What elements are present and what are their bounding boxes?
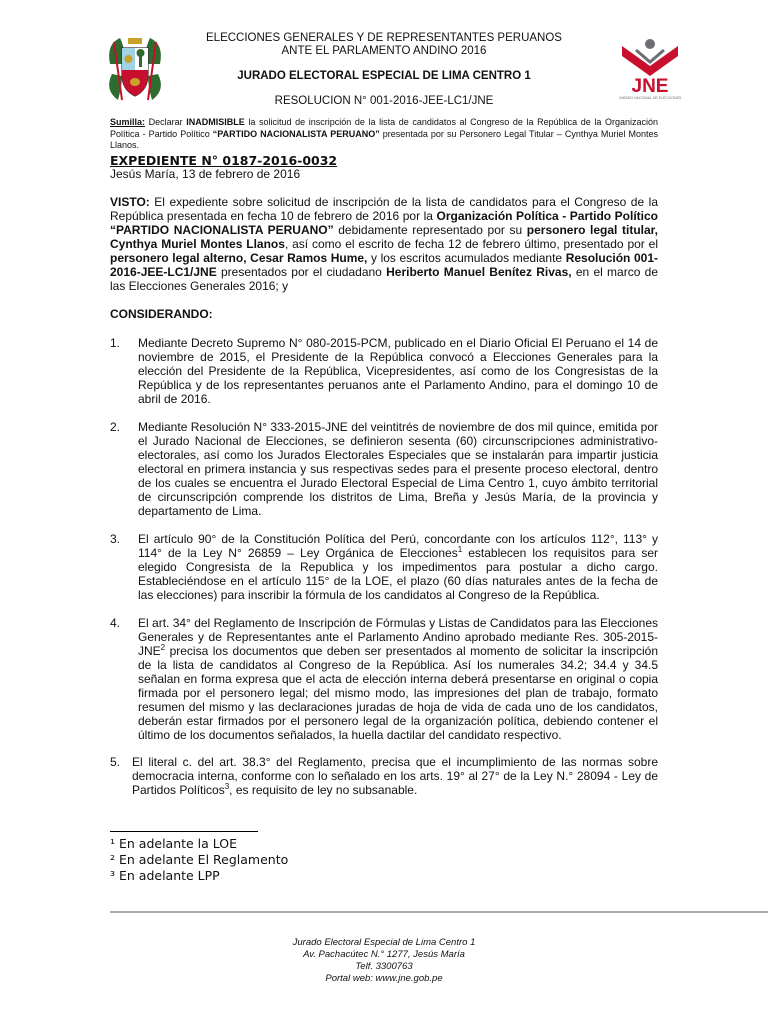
sumilla-partido: “PARTIDO NACIONALISTA PERUANO” <box>212 128 380 139</box>
item-text-part: El art. 34° del Reglamento de Inscripción de Fórmulas y Listas de Candidatos para las Elecciones Generales y de Representantes ante el Parlamento Andino aprobado mediante Res. 305-2015-JNE <box>138 616 658 658</box>
sumilla-text: Declarar <box>145 117 187 127</box>
footer-line-3: Telf. 3300763 <box>355 961 413 972</box>
footnote-ref: 2 <box>160 643 166 652</box>
visto-bold: Heriberto Manuel Benítez Rivas, <box>386 265 572 279</box>
considerando-item-5 <box>110 755 658 797</box>
jne-logo-icon <box>612 36 688 100</box>
visto-text: debidamente representado por su <box>333 223 527 237</box>
visto-text: en el marco de las Elecciones Generales 2016; y <box>110 265 658 293</box>
footnote-3: ³ En adelante LPP <box>110 868 220 883</box>
item-text-part: , es requisito de ley no subsanable. <box>229 783 418 797</box>
footer-line-4: Portal web: www.jne.gob.pe <box>325 973 443 984</box>
considerando-item-1 <box>110 336 658 406</box>
item-text: Mediante Resolución N° 333-2015-JNE del veintitrés de noviembre de dos mil quince, emitida por el Jurado Nacional de Elecciones, se definieron sesenta (60) circunscripciones administrativo-electorales, así como los Jurados Electorales Especiales que se instalarán para impartir justicia electoral en primera instancia y sus respectivas sedes para el presente proceso electoral, dentro de los cuales se encuentra el Jurado Electoral Especial de Lima Centro 1, cuyo ámbito territorial de circunscripción comprende los distritos de Lima, Breña y Jesús María, de la provincia y departamento de Lima. <box>138 420 658 518</box>
item-text <box>138 616 658 742</box>
document-header <box>0 0 768 110</box>
sumilla-paragraph <box>110 117 658 152</box>
visto-text: y los escritos acumulados mediante <box>367 251 566 265</box>
item-text <box>132 755 658 797</box>
visto-text: presentados por el ciudadano <box>216 265 387 279</box>
visto-text: , así como el escrito de fecha 12 de febrero último, presentado por el <box>284 237 658 251</box>
considerando-item-4 <box>110 616 658 742</box>
item-number: 1. <box>110 336 121 350</box>
footer-line-2: Av. Pachacútec N.° 1277, Jesús María <box>303 949 465 960</box>
item-number: 4. <box>110 616 121 630</box>
item-text-part: precisa los documentos que deben ser presentados al momento de solicitar la inscripción de la lista de candidatos al Congreso de la República. Así los numerales 34.2; 34.4 y 34.5 señalan en forma expresa que el acta de elección interna deberá presentarse en original o copia firmada por el personero legal; del mismo modo, las impresiones del plan de trabajo, formato resumen del mismo y las declaraciones juradas de hoja de vida de cada uno de los candidatos, deberán estar firmados por el personero legal de la organización política, debiendo contener el último de los documentos señalados, la huella dactilar del candidato respectivo. <box>138 644 658 742</box>
item-number: 5. <box>110 755 121 769</box>
document-date: Jesús María, 13 de febrero de 2016 <box>110 167 301 181</box>
header-line-1: ELECCIONES GENERALES Y DE REPRESENTANTES PERUANOS <box>206 32 562 44</box>
considerando-item-2 <box>110 420 658 518</box>
visto-text: El expediente sobre solicitud de inscripción de la lista de candidatos para el Congreso de la República presentada en fecha 10 de febrero de 2016 por la <box>110 195 658 223</box>
footer-divider <box>110 911 768 913</box>
visto-paragraph <box>110 195 658 293</box>
visto-bold: Resolución 001-2016-JEE-LC1/JNE <box>110 251 658 279</box>
item-number: 2. <box>110 420 121 434</box>
sumilla-inadmisible: INADMISIBLE <box>186 117 245 127</box>
footer-line-1: Jurado Electoral Especial de Lima Centro 1 <box>292 937 476 948</box>
item-text <box>138 532 658 602</box>
expediente-number: EXPEDIENTE N° 0187-2016-0032 <box>110 153 338 168</box>
item-text-part: establecen los requisitos para ser elegido Congresista de la Republica y los impedimentos para postular a dicho cargo. Estableciéndose en el artículo 115° de la LOE, el plazo (60 días naturales antes de la fecha de las elecciones) para inscribir la fórmula de los candidatos al Congreso de la República. <box>138 546 658 602</box>
sumilla-label: Sumilla: <box>110 117 146 127</box>
footnote-ref: 3 <box>224 782 230 791</box>
item-number: 3. <box>110 532 121 546</box>
item-text-part: El literal c. del art. 38.3° del Reglamento, precisa que el incumplimiento de las normas sobre democracia interna, conforme con lo señalado en los arts. 19° al 27° de la Ley N.° 28094 - Ley de Partidos Políticos <box>132 755 658 797</box>
visto-bold: personero legal alterno, Cesar Ramos Hume, <box>110 251 368 265</box>
item-text-part: El artículo 90° de la Constitución Política del Perú, concordante con los artículos 112°, 113° y 114° de la Ley N° 26859 – Ley Orgánica de Elecciones <box>138 532 658 560</box>
footnote-2: ² En adelante El Reglamento <box>110 852 289 867</box>
item-text: Mediante Decreto Supremo N° 080-2015-PCM, publicado en el Diario Oficial El Peruano el 14 de noviembre de 2015, el Presidente de la República convocó a Elecciones Generales para la elección del Presidente de la República, Vicepresidentes, así como de los Congresistas de la República y de los representantes peruanos ante el Parlamento Andino, para el domingo 10 de abril de 2016. <box>138 336 658 406</box>
visto-bold: Organización Política - Partido Político “PARTIDO NACIONALISTA PERUANO” <box>110 209 659 237</box>
footnote-divider <box>110 831 258 832</box>
jne-logo-text: JNE <box>631 76 669 97</box>
jurado-title: JURADO ELECTORAL ESPECIAL DE LIMA CENTRO 1 <box>237 70 531 82</box>
visto-label: VISTO: <box>110 195 150 209</box>
footnote-ref: 1 <box>457 545 463 554</box>
considerando-item-3 <box>110 532 658 602</box>
header-line-2: ANTE EL PARLAMENTO ANDINO 2016 <box>281 45 487 57</box>
sumilla-text: presentada por su Personero Legal Titular – Cynthya Muriel Montes Llanos. <box>110 128 658 150</box>
sumilla-text: la solicitud de inscripción de la lista de candidatos al Congreso de la República de la Organización Política - Partido Político <box>110 117 658 139</box>
footnote-1: ¹ En adelante la LOE <box>110 836 238 851</box>
considerando-heading: CONSIDERANDO: <box>110 307 213 321</box>
jne-logo-subtext: JURADO NACIONAL DE ELECCIONES <box>618 96 682 100</box>
resolucion-number: RESOLUCION N° 001-2016-JEE-LC1/JNE <box>274 95 494 107</box>
visto-bold: personero legal titular, Cynthya Muriel Montes Llanos <box>110 223 658 251</box>
